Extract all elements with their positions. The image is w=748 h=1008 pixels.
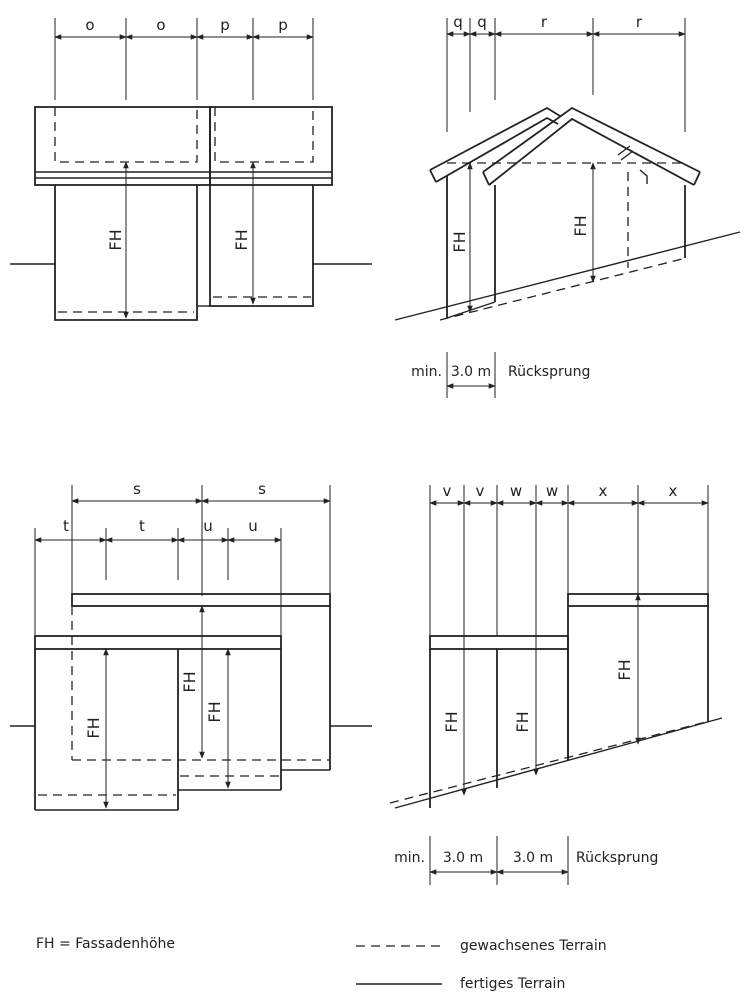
dim-label-w: w xyxy=(509,482,523,500)
setback-value: 3.0 m xyxy=(442,850,484,866)
natural-terrain xyxy=(390,722,706,803)
low-roof-band xyxy=(430,636,568,649)
panel-2-pitched-roof-section xyxy=(395,13,740,398)
setback-label: Rücksprung xyxy=(508,364,591,380)
fh-label: FH xyxy=(205,701,224,723)
legend-dashed-label: gewachsenes Terrain xyxy=(460,938,607,954)
legend-fh-definition: FH = Fassadenhöhe xyxy=(36,936,176,952)
dim-label-x: x xyxy=(668,482,678,500)
legend-solid-label: fertiges Terrain xyxy=(460,976,566,992)
setback-label: Rücksprung xyxy=(576,850,659,866)
dim-label-o: o xyxy=(85,16,95,34)
legend xyxy=(36,936,607,992)
dim-label-p: p xyxy=(278,16,288,34)
min-label: min. xyxy=(411,364,442,380)
dim-label-s: s xyxy=(258,480,266,498)
fh-label: FH xyxy=(232,229,251,251)
dim-label-x: x xyxy=(598,482,608,500)
panel-1-flat-roof-elevation xyxy=(10,16,372,320)
dim-label-u: u xyxy=(248,517,258,535)
setback-value: 3.0 m xyxy=(512,850,554,866)
setback-value: 3.0 m xyxy=(450,364,492,380)
dim-label-r: r xyxy=(635,13,643,31)
dim-label-p: p xyxy=(220,16,230,34)
fh-label: FH xyxy=(442,711,461,733)
min-label: min. xyxy=(394,850,425,866)
dim-label-r: r xyxy=(540,13,548,31)
dim-label-s: s xyxy=(133,480,141,498)
natural-terrain xyxy=(440,258,686,320)
rear-roof-band xyxy=(72,594,330,606)
dim-label-w: w xyxy=(545,482,559,500)
roof-block-right xyxy=(210,107,332,185)
fh-label: FH xyxy=(571,215,590,237)
fh-label: FH xyxy=(615,659,634,681)
dim-label-u: u xyxy=(203,517,213,535)
fh-label: FH xyxy=(180,671,199,693)
dim-label-v: v xyxy=(442,482,452,500)
fh-label: FH xyxy=(513,711,532,733)
dim-label-t: t xyxy=(63,517,69,535)
dim-label-o: o xyxy=(156,16,166,34)
fh-label: FH xyxy=(450,231,469,253)
panel-4-stepped-slope-section xyxy=(390,482,722,885)
panel-3-stepped-plan-elevation xyxy=(10,480,372,810)
dim-label-v: v xyxy=(475,482,485,500)
fh-label: FH xyxy=(106,229,125,251)
roof-block-left xyxy=(35,107,210,185)
dim-label-q: q xyxy=(453,13,463,31)
dim-label-q: q xyxy=(477,13,487,31)
dim-label-t: t xyxy=(139,517,145,535)
fh-label: FH xyxy=(84,717,103,739)
